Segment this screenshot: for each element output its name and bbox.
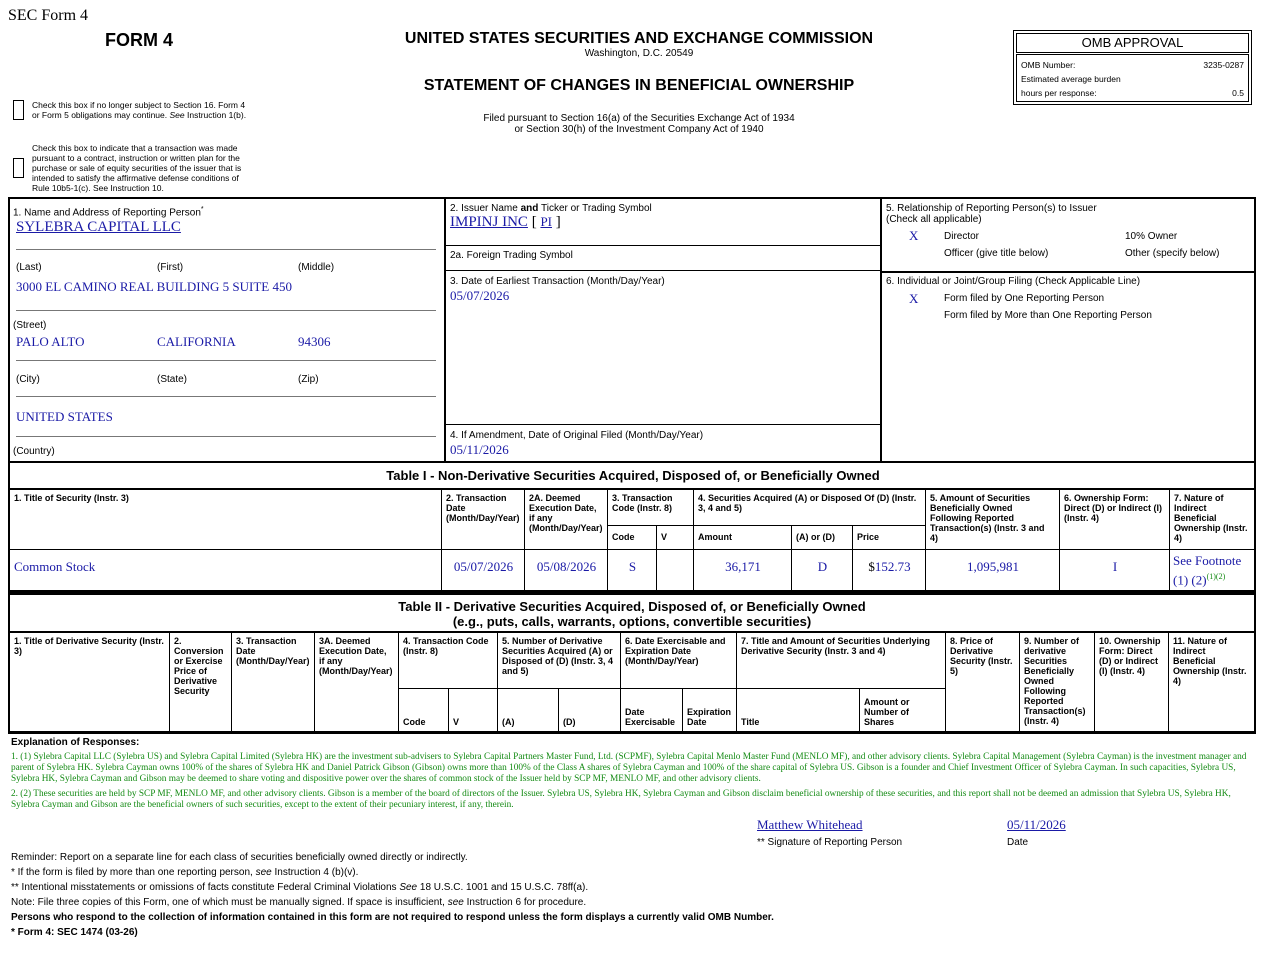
- t1-row-deemed-cell: [525, 550, 608, 591]
- t2-h7: 7. Title and Amount of Securities Underlying Derivative Security (Instr. 3 and 4): [737, 633, 946, 689]
- omb-number-label: OMB Number:: [1021, 60, 1076, 70]
- t1-row-code: S: [628, 559, 637, 574]
- omb-title: OMB APPROVAL: [1016, 33, 1249, 53]
- divider: [16, 396, 436, 397]
- form-title: FORM 4: [105, 30, 174, 50]
- middle-label: (Middle): [298, 262, 335, 273]
- city-value: PALO ALTO: [16, 334, 85, 349]
- t1-row-owned: 1,095,981: [967, 559, 1019, 574]
- signature-label: ** Signature of Reporting Person: [757, 837, 903, 848]
- t1-row-owned-cell: [926, 550, 1060, 591]
- filed-pursuant-line1: Filed pursuant to Section 16(a) of the Securities Exchange Act of 1934: [483, 113, 795, 124]
- t1-h7: 7. Nature of Indirect Beneficial Ownership (Instr. 4): [1170, 490, 1254, 550]
- reporting-person-label: 1. Name and Address of Reporting Person*: [13, 206, 204, 219]
- footnote-2: 2. (2) These securities are held by SCP MF, MENLO MF, and other advisory clients. Gibson is a member of the board of directors of the Issuer. Sylebra US, Sylebra HK, Sylebra Cayman and Gibson disclaim beneficial ownership of these securities, and this report shall not be deemed an admission that Sylebra US, Sylebra HK, Sylebra Cayman and Gibson are the beneficial owners of such securities, except to the extent of their pecuniary interest, if any, therein.: [11, 789, 1231, 810]
- t2-h3a: 3A. Deemed Execution Date, if any (Month/Day/Year): [315, 633, 399, 732]
- t1-h3: 3. Transaction Code (Instr. 8): [608, 490, 694, 526]
- issuer-name-value: IMPINJ INC [ PI ]: [450, 214, 561, 230]
- reporting-person-box: [8, 197, 446, 463]
- omb-hours-label: hours per response:: [1021, 88, 1097, 98]
- filed-pursuant-line2: or Section 30(h) of the Investment Company Act of 1940: [514, 124, 764, 135]
- t1-row-code-cell: [608, 550, 657, 591]
- filing-box: [882, 273, 1254, 461]
- relationship-column: [882, 197, 1256, 463]
- t2-sub-exercisable: Date Exercisable: [621, 689, 683, 732]
- t2-sub-a: (A): [498, 689, 559, 732]
- last-label: (Last): [16, 262, 42, 273]
- t2-sub-d: (D): [559, 689, 621, 732]
- t2-h1: 1. Title of Derivative Security (Instr. 3): [10, 633, 170, 732]
- country-value: UNITED STATES: [16, 409, 113, 424]
- other-label: Other (specify below): [1125, 248, 1220, 259]
- t1-row-aord-cell: [792, 550, 853, 591]
- divider: [16, 360, 436, 361]
- t2-sub-expiration: Expiration Date: [683, 689, 737, 732]
- omb-hours-value: 0.5: [1232, 88, 1244, 98]
- table2-title: Table II - Derivative Securities Acquired, Disposed of, or Beneficially Owned (e.g., puts, calls, warrants, options, convertible securities): [10, 595, 1254, 633]
- relationship-label: 5. Relationship of Reporting Person(s) to Issuer (Check all applicable): [886, 203, 1097, 225]
- agency-location: Washington, D.C. 20549: [584, 48, 694, 59]
- table1-title: Table I - Non-Derivative Securities Acquired, Disposed of, or Beneficially Owned: [10, 463, 1256, 490]
- t2-h3: 3. Transaction Date (Month/Day/Year): [232, 633, 315, 732]
- t1-row-price: $152.73: [868, 559, 911, 574]
- divider: [16, 310, 436, 311]
- issuer-name-box: [446, 197, 880, 246]
- t2-h4: 4. Transaction Code (Instr. 8): [399, 633, 498, 689]
- more-persons-label: Form filed by More than One Reporting Person: [944, 310, 1152, 321]
- state-value: CALIFORNIA: [157, 334, 236, 349]
- issuer-column: [446, 197, 882, 463]
- issuer-ticker-link[interactable]: PI: [540, 214, 552, 229]
- rule10b5-checkbox-label: Check this box to indicate that a transaction was made pursuant to a contract, instruction or written plan for the purchase or sale of equity securities of the issuer that is intended to satisfy the affirmative defense conditions of Rule 10b5-1(c). See Instruction 10.: [32, 143, 242, 193]
- state-label: (State): [157, 374, 188, 385]
- t1-h5: 5. Amount of Securities Beneficially Owned Following Reported Transaction(s) (Instr. 3 and 4): [926, 490, 1060, 550]
- t2-h5: 5. Number of Derivative Securities Acquired (A) or Disposed of (D) (Instr. 3, 4 and 5): [498, 633, 621, 689]
- filing-label: 6. Individual or Joint/Group Filing (Check Applicable Line): [886, 276, 1141, 287]
- t2-sub-amount: Amount or Number of Shares: [860, 689, 946, 732]
- divider: [16, 249, 436, 250]
- ten-pct-owner-label: 10% Owner: [1125, 231, 1178, 242]
- country-label: (Country): [13, 446, 55, 457]
- form-id: * Form 4: SEC 1474 (03-26): [11, 927, 138, 938]
- footnote-1: 1. (1) Sylebra Capital LLC (Sylebra US) and Sylebra Capital Limited (Sylebra HK) are the investment sub-advisers to Sylebra Capital Partners Master Fund, Ltd. (SCPMF), Sylebra Capital Menlo Master Fund (MENLO MF), and other advisory clients. Sylebra Capital Management (Sylebra Cayman) is the investment manager and parent of Sylebra HK. Sylebra Cayman owns 100% of the shares of Sylebra HK and Daniel Patrick Gibson (Gibson) owns more than 100% of the Class A shares of Sylebra Cayman and 100% of the share capital of Sylebra US. Gibson is a founder and Chief Investment Officer of Sylebra Cayman. In such capacities, Sylebra US, Sylebra HK, Sylebra Cayman and Gibson may be deemed to share voting and dispositive power over the shares of common stock of the Issuer held by SCP MF, MENLO MF, and other advisory clients.: [11, 752, 1247, 784]
- footer-line1: * If the form is filed by more than one reporting person, see Instruction 4 (b)(v).: [11, 867, 359, 878]
- t1-h4: 4. Securities Acquired (A) or Disposed Of (D) (Instr. 3, 4 and 5): [694, 490, 926, 526]
- director-mark: X: [909, 228, 919, 243]
- t1-h6: 6. Ownership Form: Direct (D) or Indirect (I) (Instr. 4): [1060, 490, 1170, 550]
- director-label: Director: [944, 231, 980, 242]
- divider: [16, 436, 436, 437]
- footer-line2: ** Intentional misstatements or omissions of facts constitute Federal Criminal Violations See 18 U.S.C. 1001 and 15 U.S.C. 78ff(a).: [11, 882, 589, 893]
- t2-h8: 8. Price of Derivative Security (Instr. 5): [946, 633, 1020, 732]
- t1-row-title: Common Stock: [14, 559, 96, 574]
- t1-row-v-cell: [657, 550, 694, 591]
- signature-date-label: Date: [1007, 837, 1029, 848]
- earliest-date-label: 3. Date of Earliest Transaction (Month/Day/Year): [450, 276, 665, 287]
- section16-checkbox[interactable]: [13, 100, 24, 120]
- t1-sub-code: Code: [608, 526, 657, 550]
- t1-row-date: 05/07/2026: [453, 559, 514, 574]
- zip-value: 94306: [298, 334, 331, 349]
- t1-sub-v: V: [657, 526, 694, 550]
- omb-number-value: 3235-0287: [1203, 60, 1244, 70]
- footer-line3: Note: File three copies of this Form, one of which must be manually signed. If space is insufficient, see Instruction 6 for procedure.: [11, 897, 587, 908]
- t2-sub-code: Code: [399, 689, 449, 732]
- explanation-label: Explanation of Responses:: [11, 737, 140, 748]
- t1-row-form-cell: [1060, 550, 1170, 591]
- t1-row-title-cell: [10, 550, 442, 591]
- t1-sub-aord: (A) or (D): [792, 526, 853, 550]
- section16-checkbox-label: Check this box if no longer subject to Section 16. Form 4 or Form 5 obligations may continue. See Instruction 1(b).: [32, 100, 247, 120]
- t1-row-deemed: 05/08/2026: [536, 559, 597, 574]
- t1-h2: 2. Transaction Date (Month/Day/Year): [442, 490, 525, 550]
- rule10b5-checkbox[interactable]: [13, 158, 24, 178]
- t2-sub-v: V: [449, 689, 498, 732]
- t1-row-amount: 36,171: [725, 559, 761, 574]
- agency-title: UNITED STATES SECURITIES AND EXCHANGE COMMISSION: [404, 30, 874, 47]
- t1-sub-amount: Amount: [694, 526, 792, 550]
- t2-h2: 2. Conversion or Exercise Price of Derivative Security: [170, 633, 232, 732]
- t2-h11: 11. Nature of Indirect Beneficial Ownership (Instr. 4): [1169, 633, 1254, 732]
- t1-row-form: I: [1112, 559, 1118, 574]
- sec-form-label: SEC Form 4: [8, 7, 89, 24]
- t2-h9: 9. Number of derivative Securities Beneficially Owned Following Reported Transaction(s) (Instr. 4): [1020, 633, 1095, 732]
- zip-label: (Zip): [298, 374, 319, 385]
- omb-details: [1016, 54, 1249, 102]
- reminder-text: Reminder: Report on a separate line for each class of securities beneficially owned directly or indirectly.: [11, 852, 468, 863]
- t1-row-price-cell: [853, 550, 926, 591]
- t1-row-date-cell: [442, 550, 525, 591]
- t1-sub-price: Price: [853, 526, 926, 550]
- signature-date-link[interactable]: 05/11/2026: [1007, 817, 1066, 832]
- reporting-person-name-link[interactable]: SYLEBRA CAPITAL LLC: [16, 219, 181, 235]
- issuer-name-label: 2. Issuer Name and Ticker or Trading Symbol: [450, 203, 652, 214]
- earliest-date-box: [446, 271, 880, 425]
- amendment-date-box: [446, 425, 880, 461]
- one-person-mark: X: [909, 291, 919, 306]
- one-person-label: Form filed by One Reporting Person: [944, 293, 1105, 304]
- t1-row-aord: D: [817, 559, 828, 574]
- t2-sub-title: Title: [737, 689, 860, 732]
- officer-label: Officer (give title below): [944, 248, 1049, 259]
- omb-approval-box: [1013, 30, 1252, 105]
- foreign-symbol-label: 2a. Foreign Trading Symbol: [450, 250, 573, 261]
- omb-burden-label: Estimated average burden: [1021, 74, 1121, 84]
- street-value: 3000 EL CAMINO REAL BUILDING 5 SUITE 450: [16, 279, 292, 294]
- t2-h6: 6. Date Exercisable and Expiration Date (Month/Day/Year): [621, 633, 737, 689]
- signature-name-link[interactable]: Matthew Whitehead: [757, 817, 863, 832]
- street-label: (Street): [13, 320, 47, 331]
- t1-row-amount-cell: [694, 550, 792, 591]
- foreign-symbol-box: [446, 246, 880, 271]
- t2-h10: 10. Ownership Form: Direct (D) or Indirect (I) (Instr. 4): [1095, 633, 1169, 732]
- city-label: (City): [16, 374, 40, 385]
- t1-row-nature: See Footnote (1) $(2)^{(1)(2)}$: [1173, 553, 1242, 588]
- amendment-date-value: 05/11/2026: [450, 442, 509, 457]
- relationship-box: [882, 197, 1254, 273]
- omb-disclaimer: Persons who respond to the collection of information contained in this form are not required to respond unless the form displays a currently valid OMB Number.: [11, 912, 774, 923]
- t1-h1: 1. Title of Security (Instr. 3): [10, 490, 442, 550]
- t1-row-nature-cell: [1170, 550, 1254, 591]
- first-label: (First): [157, 262, 184, 273]
- issuer-name-link[interactable]: IMPINJ INC: [450, 214, 528, 230]
- statement-title: STATEMENT OF CHANGES IN BENEFICIAL OWNERSHIP: [423, 77, 855, 94]
- amendment-date-label: 4. If Amendment, Date of Original Filed (Month/Day/Year): [450, 430, 704, 441]
- t1-h2a: 2A. Deemed Execution Date, if any (Month/Day/Year): [525, 490, 608, 550]
- earliest-date-value: 05/07/2026: [450, 288, 510, 303]
- footnote-ref[interactable]: (1)(2): [1206, 572, 1226, 581]
